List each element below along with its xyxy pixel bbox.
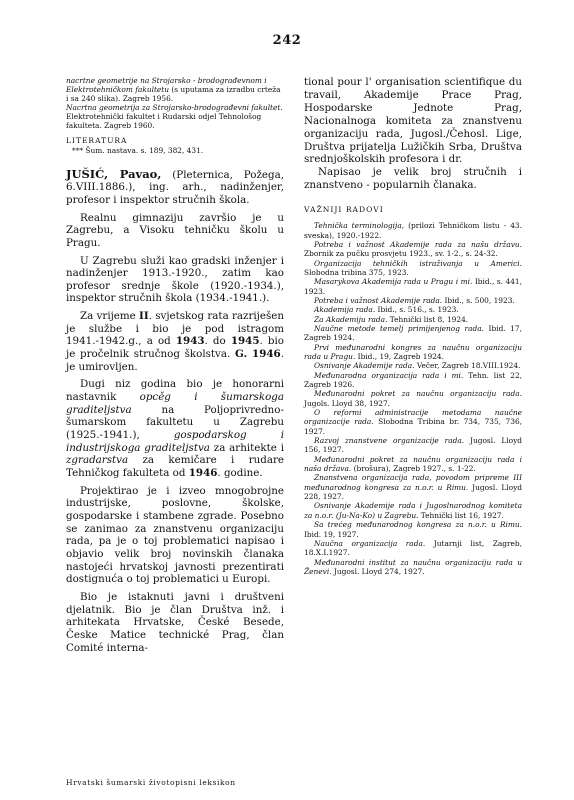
work-item: Organizacija tehničkih istraživanja u Americi. Slobodna tribina 375, 1923. <box>304 258 522 277</box>
work-item: Naučne metode temelj primijenjenog rada. Ibid. 17, Zagreb 1924. <box>304 323 522 343</box>
bio-paragraph: Bio je istaknuti javni i društveni djelatnik. Bio je član Društva inž. i arhitekata Hrvatske, České Besede, Českе Matice technické Prag, član Comité interna- <box>66 590 284 654</box>
works-heading: VAŽNIJI RADOVI <box>304 205 384 215</box>
bio-paragraph: U Zagrebu služi kao gradski inženjer i nadinženjer 1913.-1920., zatim kao profesor srednje škole (1920.-1934.), inspektor stručnih škola (1934.-1941.). <box>66 254 284 305</box>
work-item: Akademija rada. Ibid., s. 516., s. 1923. <box>314 305 459 315</box>
reference-item: Nacrtna geometrija za Strojarsko-brodograđevni fakultet. Elektrotehnički fakultet i Rudarski odjel Tehnološog fakulteta. Zagreb 1960. <box>66 103 283 131</box>
work-item: Razvoj znanstvene organizacije rada. Jugosl. Lloyd 156, 1927. <box>304 436 522 455</box>
work-item: Za Akademiju rada. Tehnički list 8, 1924. <box>314 314 469 324</box>
work-item: Masarykova Akademija rada u Pragu i mi. Ibid., s. 441, 1923. <box>304 277 522 296</box>
work-item: Međunarodni institut za naučnu organizaciju rada u Ženevi. Jugosl. Lloyd 274, 1927. <box>304 557 522 576</box>
work-item: Međunarodni pokret za naučnu organizaciju rada. Jugols. Lloyd 38, 1927. <box>304 389 522 408</box>
bio-paragraph: Realnu gimnaziju završio je u Zagrebu, a Visoku tehničku školu u Pragu. <box>66 211 284 249</box>
work-item: Sa trećeg međunarodnog kongresa za n.o.r. u Rimu. Ibid. 19, 1927. <box>304 520 522 539</box>
work-item: Potreba i važnost Akademije rada. Ibid., s. 500, 1923. <box>314 295 515 305</box>
page-number: 242 <box>272 33 302 48</box>
bio-paragraph: Dugi niz godina bio je honorarni nastavnik opcěg i šumarskoga graditeljstva na Poljoprivredno-šumarskom fakultetu u Zagrebu (1925.-1941.), gospodarskog i industrijskoga graditeljstva za arhitekte i zgradarstva za kemičare i rudare Tehničkog fakulteta od 1946. godine. <box>66 378 285 479</box>
work-item: Međunarodna organizacija rada i mi. Tehn. list 22, Zagreb 1926. <box>304 370 522 389</box>
work-item: Osnivanje Akademije rada i Jugoslnarodnog komiteta za n.o.r. (Ju-Na-Ko) u Zagrebu. Tehnički list 16, 1927. <box>304 501 522 520</box>
work-item: Osnivanje Akademije rada. Večer, Zagreb 18.VIII.1924. <box>314 361 521 371</box>
work-item: Tehnička terminologija, (prilozi Tehničkom listu - 43. sveska), 1920.-1922. <box>304 221 522 240</box>
work-item: O reformi administracije metodama naučne organizacije rada. Slobodna Tribina br. 734, 735, 736, 1927. <box>304 408 522 436</box>
literature-heading: LITERATURA <box>66 135 128 145</box>
bio-paragraph: Napisao je velik broj stručnih i znanstveno - popularnih članaka. <box>304 166 522 192</box>
works-list <box>304 221 522 576</box>
work-item: Međunarodni pokret za naučnu organizaciju rada i naša država. (brošura), Zagreb 1927., s. 1-22. <box>304 454 522 474</box>
footer: Hrvatski šumarski životopisni leksikon <box>66 778 236 787</box>
entry-name: JUŠIĆ, Pavao, <box>66 166 162 181</box>
right-column <box>304 76 522 576</box>
work-item: Znanstvena organizacija rada, povodom pripreme III međunarodnog kongresa za n.o.r. u Rimu. Jugosl. Lloyd 228, 1927. <box>304 473 522 502</box>
bio-paragraph: tional pour l' organisation scientifique du travail, Akademije Prace Prag, Hospodarske Jednote Prag, Nacionalnoga komiteta za znanstvenu organizaciju rada, Jugosl./Čehosl. Lige, Društva prijatelja Lužičkih Srba, Društva srednjoškolskih profesora i dr. <box>304 76 522 166</box>
work-item: Prvi međunarodni kongres za naučnu organizaciju rada u Pragu. Ibid., 19, Zagreb 1924. <box>304 342 522 361</box>
entry-header: JUŠIĆ, Pavao, (Pleternica, Požega, 6.VIII.1886.), ing. arh., nadinženjer, profesor i inspektor stručnih škola. <box>66 166 284 206</box>
reference-item: nacrtne geometrije na Strojarsko - brodograđevnom i Elektrotehničkom fakultetu (s uputama za izradbu crteža i sa 240 slika). Zagreb 1956. <box>66 76 281 104</box>
left-column <box>66 76 284 654</box>
literature-item: *** Šum. nastava. s. 189, 382, 431. <box>72 145 204 155</box>
bio-paragraph: Za vrijeme II. svjetskog rata razriješen je službe i bio je pod istragom 1941.-1942.g., a od 1943. do 1945. bio je pročelnik stručnog školstva. G. 1946. je umirovljen. <box>66 310 284 373</box>
work-item: Potreba i važnost Akademije rada za našu državu. Zbornik za pučku prosvjetu 1923., sv. 1-2., s. 24-32. <box>304 239 522 259</box>
work-item: Naučna organizacija rada. Jutarnji list, Zagreb, 18.X.I.1927. <box>304 538 522 558</box>
bio-paragraph: Projektirao je i izveo mnogobrojne industrijske, poslovne, školske, gospodarske i stambene zgrade. Posebno se zanimao za znanstvenu organizaciju rada, pa je o toj problematici napisao i objavio velik broj novinskih članaka nastojeći hrvatskoj javnosti prezentirati dostignuća o toj problematici u Europi. <box>66 484 284 586</box>
